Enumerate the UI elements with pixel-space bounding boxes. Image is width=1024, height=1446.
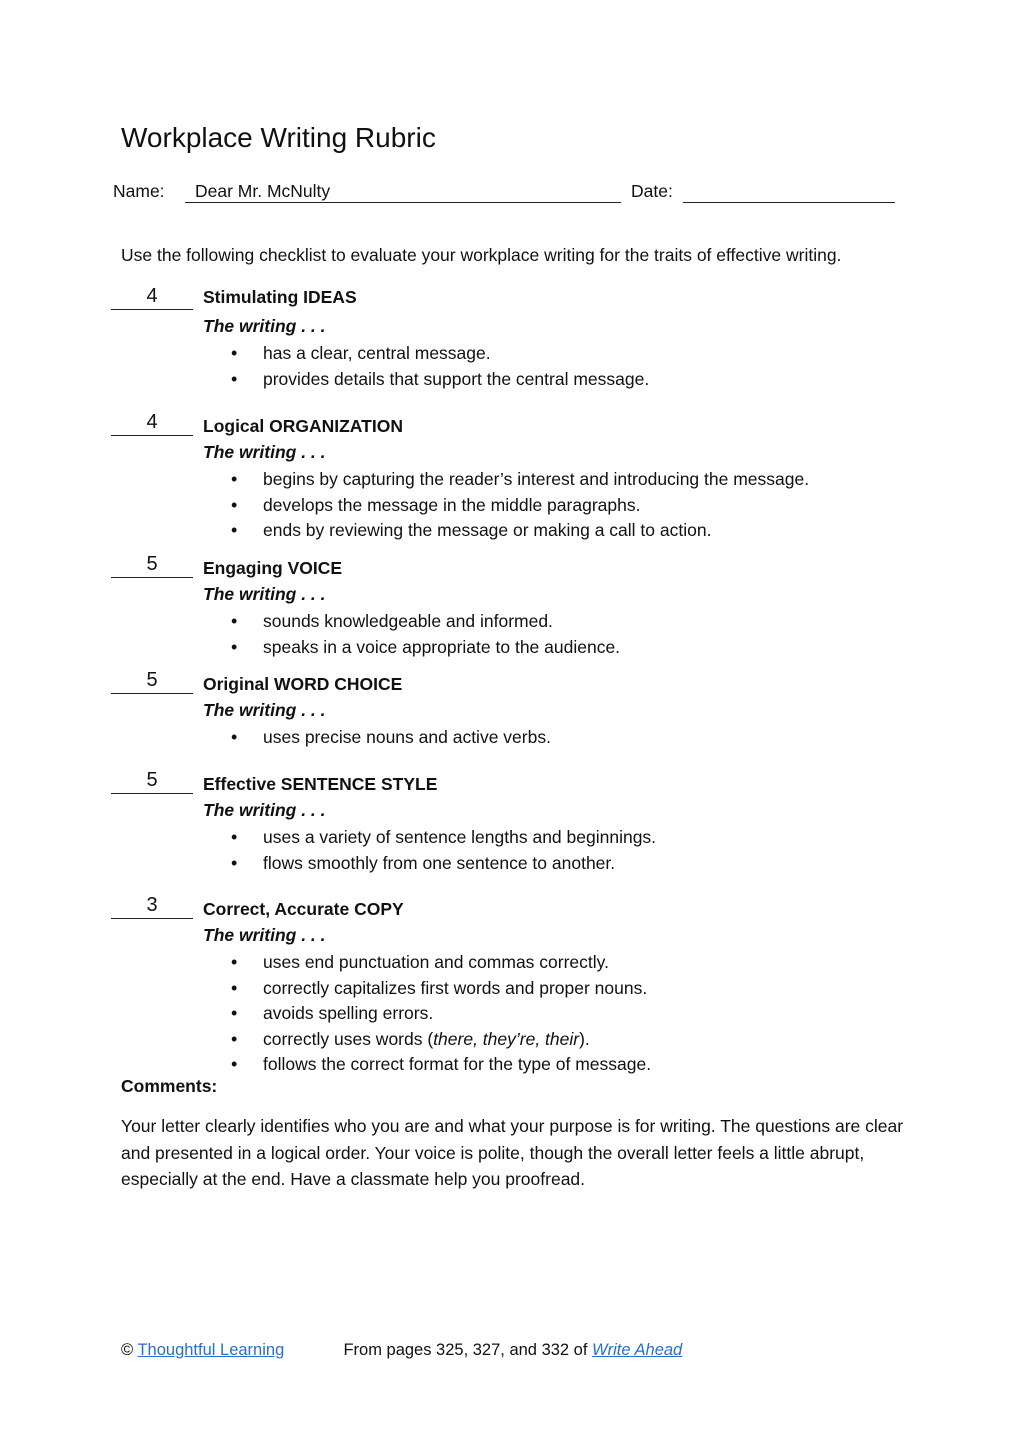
list-item: • develops the message in the middle paragraphs. <box>231 493 809 519</box>
bullet-icon: • <box>231 952 238 972</box>
bullet-icon: • <box>231 852 238 873</box>
bullet-icon: • <box>231 368 238 389</box>
list-item: • begins by capturing the reader’s interest and introducing the message. <box>231 467 809 493</box>
bullet-icon: • <box>231 343 238 363</box>
comments-label: Comments: <box>121 1076 218 1096</box>
criteria-list <box>231 467 809 544</box>
list-item: • speaks in a voice appropriate to the audience. <box>231 635 620 661</box>
date-label: Date: <box>631 181 673 201</box>
criteria-list <box>231 725 551 751</box>
bullet-icon: • <box>231 636 238 657</box>
list-item: • correctly capitalizes first words and proper nouns. <box>231 976 651 1002</box>
name-value: Dear Mr. McNulty <box>195 181 331 201</box>
list-item: • uses precise nouns and active verbs. <box>231 725 551 751</box>
trait-lead: The writing . . . <box>203 316 326 336</box>
list-item: • ends by reviewing the message or making a call to action. <box>231 518 809 544</box>
criteria-list <box>231 950 651 1078</box>
list-item: • flows smoothly from one sentence to another. <box>231 851 656 877</box>
trait-lead: The writing . . . <box>203 700 326 720</box>
trait-heading: Engaging VOICE <box>203 558 343 578</box>
score-field[interactable]: 5 <box>111 769 193 794</box>
name-field[interactable] <box>185 178 621 203</box>
list-item: • uses a variety of sentence lengths and beginnings. <box>231 825 656 851</box>
list-item: • sounds knowledgeable and informed. <box>231 609 620 635</box>
trait-lead: The writing . . . <box>203 800 326 820</box>
bullet-icon: • <box>231 977 238 998</box>
list-item: • avoids spelling errors. <box>231 1001 651 1027</box>
trait-heading: Correct, Accurate COPY <box>203 899 404 919</box>
trait-heading: Original WORD CHOICE <box>203 674 403 694</box>
page-title: Workplace Writing Rubric <box>121 122 436 153</box>
book-link[interactable]: Write Ahead <box>592 1341 683 1359</box>
list-item: • uses end punctuation and commas correctly. <box>231 950 651 976</box>
bullet-icon: • <box>231 520 238 540</box>
score-field[interactable]: 3 <box>111 894 193 919</box>
trait-lead: The writing . . . <box>203 925 326 945</box>
score-field[interactable]: 4 <box>111 411 193 436</box>
source-text: From pages 325, 327, and 332 of <box>343 1341 588 1359</box>
trait-heading: Logical ORGANIZATION <box>203 416 403 436</box>
bullet-icon: • <box>231 494 238 515</box>
trait-heading: Stimulating IDEAS <box>203 287 357 307</box>
bullet-icon: • <box>231 727 238 747</box>
score-field[interactable]: 5 <box>111 669 193 694</box>
bullet-icon: • <box>231 827 238 847</box>
list-item: • provides details that support the central message. <box>231 367 649 393</box>
list-item: • follows the correct format for the type of message. <box>231 1052 651 1078</box>
bullet-icon: • <box>231 1003 238 1023</box>
criteria-list <box>231 609 620 660</box>
publisher-link[interactable]: Thoughtful Learning <box>137 1341 285 1359</box>
intro-text: Use the following checklist to evaluate your workplace writing for the traits of effective writing. <box>121 245 842 265</box>
criteria-list <box>231 825 656 876</box>
bullet-icon: • <box>231 611 238 631</box>
name-label: Name: <box>113 181 165 201</box>
score-field[interactable]: 4 <box>111 285 193 310</box>
trait-heading: Effective SENTENCE STYLE <box>203 774 438 794</box>
comments-text: Your letter clearly identifies who you are and what your purpose is for writing. The questions are clear and presented in a logical order. Your voice is polite, though the overall letter feels a little abrupt, especially at the end. Have a classmate help you proofread. <box>121 1116 904 1189</box>
bullet-icon: • <box>231 1028 238 1049</box>
bullet-icon: • <box>231 1054 238 1074</box>
bullet-icon: • <box>231 469 238 489</box>
date-field[interactable] <box>683 178 895 203</box>
footer <box>121 1341 682 1360</box>
score-field[interactable]: 5 <box>111 553 193 578</box>
copyright-symbol: © <box>121 1341 134 1359</box>
criteria-list <box>231 341 649 392</box>
trait-lead: The writing . . . <box>203 442 326 462</box>
name-date-row <box>113 178 898 206</box>
list-item: • correctly uses words (there, they’re, their). <box>231 1027 651 1053</box>
list-item: • has a clear, central message. <box>231 341 649 367</box>
trait-lead: The writing . . . <box>203 584 326 604</box>
